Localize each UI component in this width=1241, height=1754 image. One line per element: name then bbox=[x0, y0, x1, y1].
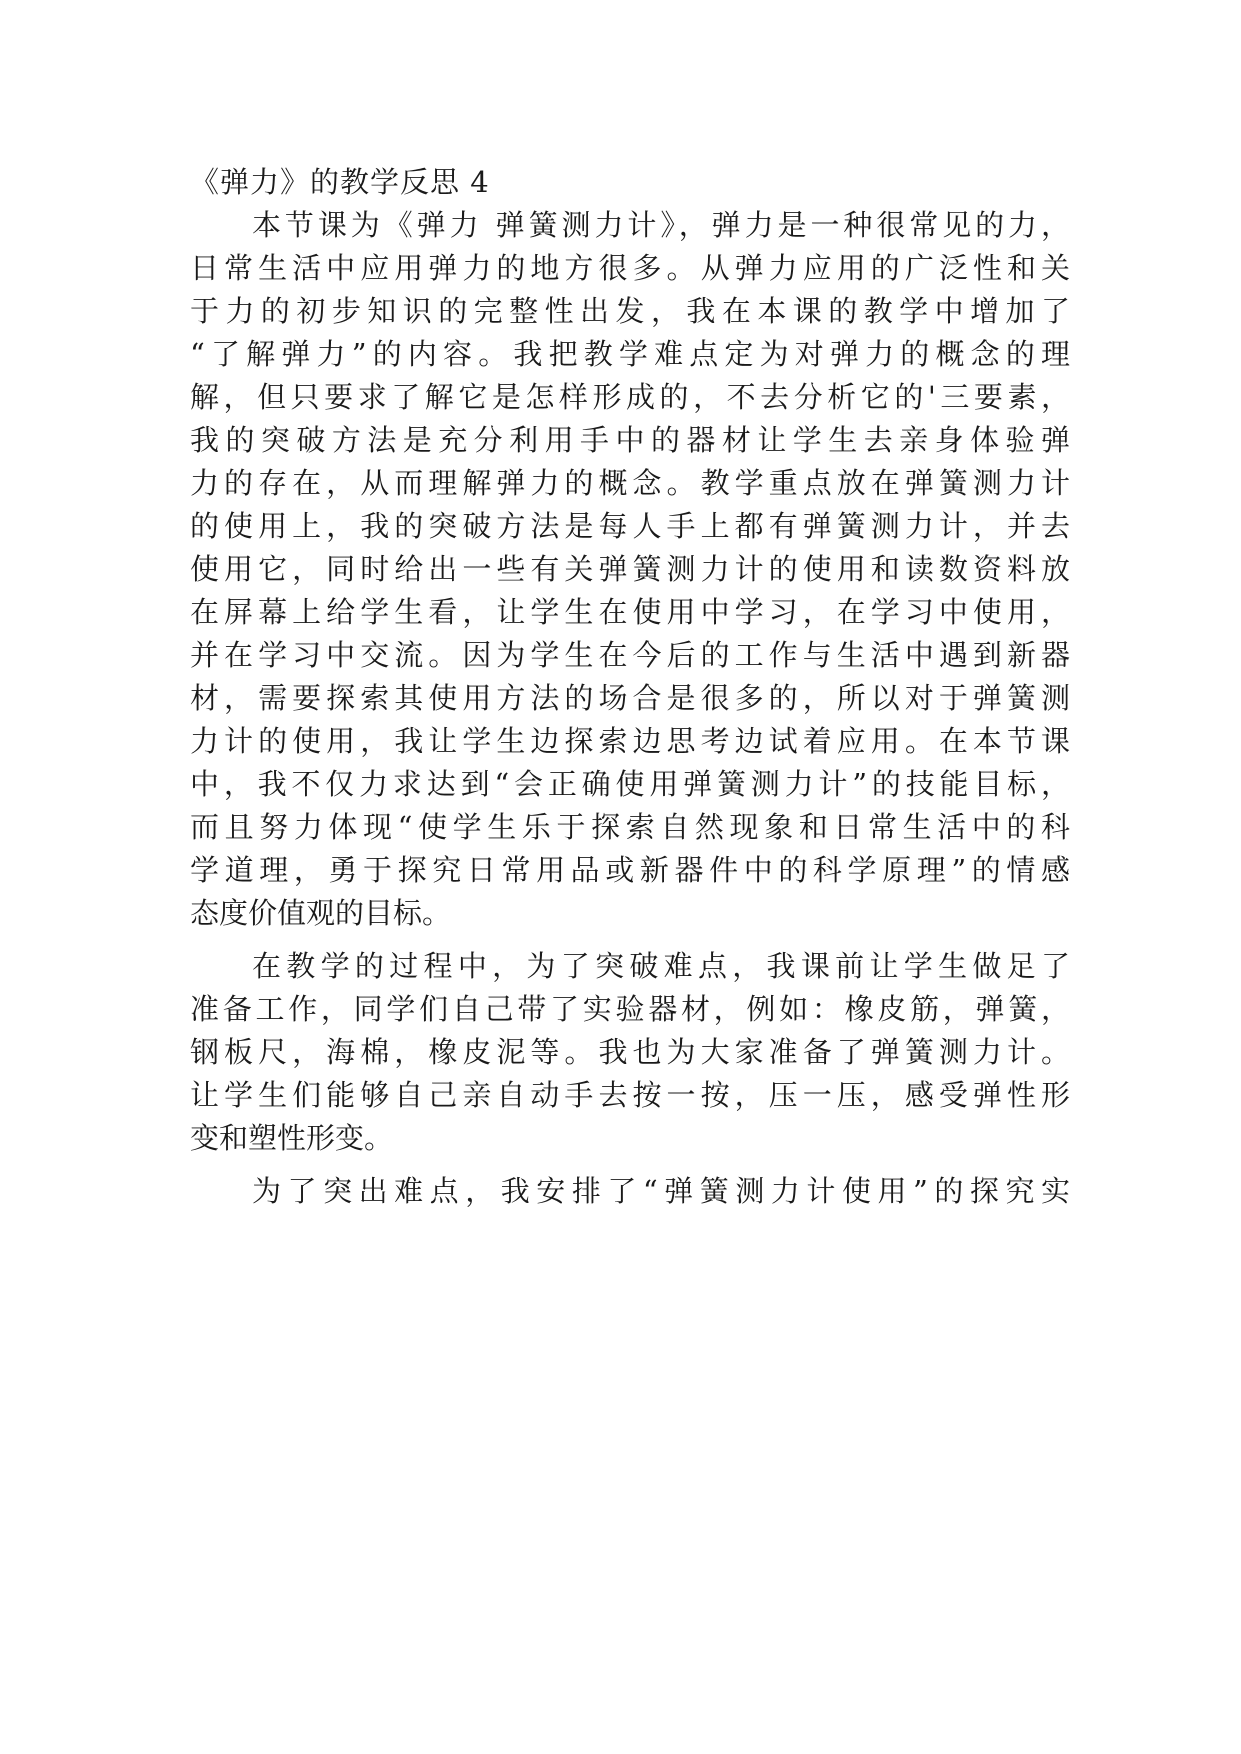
paragraph-line: 并在学习中交流。因为学生在今后的工作与生活中遇到新器 bbox=[190, 638, 1070, 672]
paragraph-line: 力的存在，从而理解弹力的概念。教学重点放在弹簧测力计 bbox=[190, 466, 1070, 500]
paragraph-line: 让学生们能够自己亲自动手去按一按，压一压，感受弹性形 bbox=[190, 1078, 1070, 1112]
paragraph-line: 在屏幕上给学生看，让学生在使用中学习，在学习中使用， bbox=[190, 595, 1070, 629]
paragraph-line: 变和塑性形变。 bbox=[190, 1121, 394, 1155]
paragraph-line: 解，但只要求了解它是怎样形成的，不去分析它的'三要素， bbox=[190, 380, 1070, 414]
paragraph-line: 日常生活中应用弹力的地方很多。从弹力应用的广泛性和关 bbox=[190, 251, 1070, 285]
paragraph-line: 本节课为《弹力 弹簧测力计》，弹力是一种很常见的力， bbox=[252, 208, 1070, 242]
paragraph-line: 态度价值观的目标。 bbox=[190, 896, 452, 930]
paragraph-line: 为了突出难点，我安排了“弹簧测力计使用”的探究实 bbox=[252, 1174, 1070, 1208]
document-title: 《弹力》的教学反思 4 bbox=[190, 165, 490, 199]
paragraph-line: 准备工作，同学们自己带了实验器材，例如：橡皮筋，弹簧， bbox=[190, 992, 1070, 1026]
paragraph-line: 钢板尺，海棉，橡皮泥等。我也为大家准备了弹簧测力计。 bbox=[190, 1035, 1070, 1069]
paragraph-line: 于力的初步知识的完整性出发，我在本课的教学中增加了 bbox=[190, 294, 1070, 328]
paragraph-line: “了解弹力”的内容。我把教学难点定为对弹力的概念的理 bbox=[190, 337, 1070, 371]
paragraph-line: 使用它，同时给出一些有关弹簧测力计的使用和读数资料放 bbox=[190, 552, 1070, 586]
paragraph-line: 的使用上，我的突破方法是每人手上都有弹簧测力计，并去 bbox=[190, 509, 1070, 543]
paragraph-line: 中，我不仅力求达到“会正确使用弹簧测力计”的技能目标， bbox=[190, 767, 1070, 801]
paragraph-line: 我的突破方法是充分利用手中的器材让学生去亲身体验弹 bbox=[190, 423, 1070, 457]
paragraph-line: 而且努力体现“使学生乐于探索自然现象和日常生活中的科 bbox=[190, 810, 1070, 844]
paragraph-line: 材，需要探索其使用方法的场合是很多的，所以对于弹簧测 bbox=[190, 681, 1070, 715]
paragraph-line: 学道理，勇于探究日常用品或新器件中的科学原理”的情感 bbox=[190, 853, 1070, 887]
paragraph-line: 在教学的过程中，为了突破难点，我课前让学生做足了 bbox=[252, 949, 1070, 983]
paragraph-line: 力计的使用，我让学生边探索边思考边试着应用。在本节课 bbox=[190, 724, 1070, 758]
